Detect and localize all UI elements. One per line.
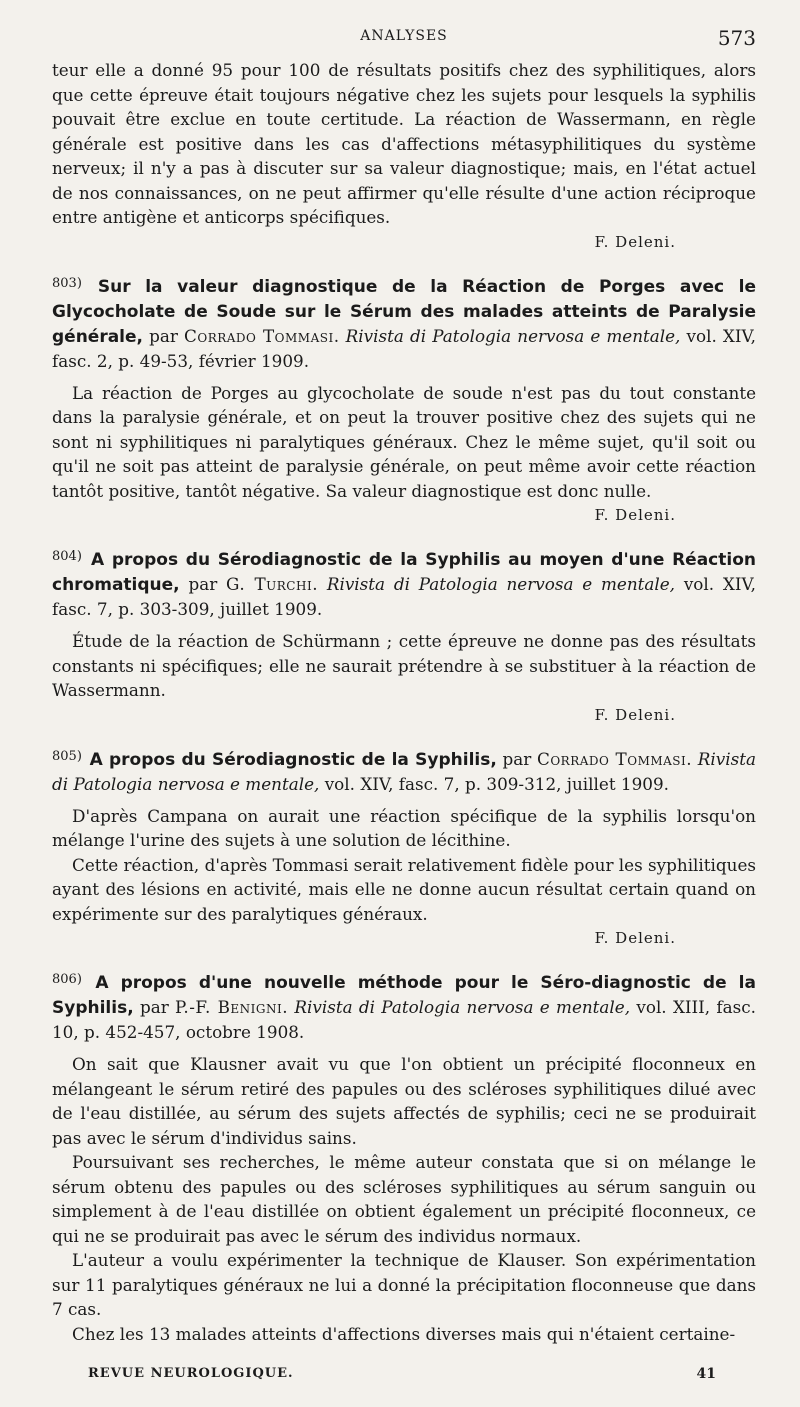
running-title: ANALYSES <box>360 28 448 44</box>
article-806 <box>52 968 756 1346</box>
page-number: 573 <box>717 26 756 50</box>
article-paragraph: D'après Campana on aurait une réaction spécifique de la syphilis lorsqu'on mélange l'urine des sujets à une solution de lécithine. <box>52 805 756 850</box>
article-title: Sur la valeur diagnostique de la Réaction de Porges avec le Glycocholate de Soude sur le Sérum des malades atteints de Paralysie générale, <box>52 276 756 347</box>
signature: F. Deleni. <box>594 705 676 724</box>
by-word: par <box>188 574 218 594</box>
article-title: A propos du Sérodiagnostic de la Syphilis, <box>89 749 497 770</box>
article-paragraph: La réaction de Porges au glycocholate de soude n'est pas du tout constante dans la paralysie générale, et on peut la trouver positive chez des sujets qui ne sont ni syphilitiques ni paralytiques généraux. Chez le même sujet, qu'il soit ou qu'il ne soit pas atteint de paralysie générale, on peut même avoir cette réaction tantôt positive, tantôt négative. Sa valeur diagnostique est donc nulle. <box>52 382 756 501</box>
article-number: 805) <box>52 748 82 764</box>
article-journal: Rivista di Patologia nervosa e mentale, <box>326 574 676 594</box>
page-header <box>52 28 756 52</box>
article-number: 804) <box>52 549 82 564</box>
article-title: A propos d'une nouvelle méthode pour le Séro-diagnostic de la Syphilis, <box>52 973 756 1018</box>
article-heading <box>52 272 756 373</box>
footer-journal: REVUE NEUROLOGIQUE. <box>88 1366 294 1381</box>
article-number: 803) <box>52 275 82 291</box>
article-paragraph: Poursuivant ses recherches, le même auteur constata que si on mélange le sérum obtenu des papules ou des scléroses syphilitiques au sérum sanguin ou simplement à de l'eau distillée on obtient également un précipité floconneux, ce qui ne se produirait pas avec le sérum des individus normaux. <box>52 1152 756 1246</box>
article-author: Corrado Tommasi. <box>184 325 340 346</box>
article-author: G. Turchi. <box>226 574 319 594</box>
article-heading <box>52 545 756 621</box>
article-paragraph: On sait que Klausner avait vu que l'on obtient un précipité floconneux en mélangeant le sérum retiré des papules ou des scléroses syphilitiques dilué avec de l'eau distillée, au sérum des sujets affectés de syphilis; ceci ne se produirait pas avec le sérum d'individus sains. <box>52 1054 756 1148</box>
article-journal: Rivista di Patologia nervosa e mentale, <box>345 325 681 346</box>
article-ref: vol. XIV, fasc. 2, p. 49-53, février 1909. <box>52 325 756 371</box>
article-ref: vol. XIII, fasc. 10, p. 452-457, octobre 1908. <box>52 997 756 1042</box>
article-journal: Rivista di Patologia nervosa e mentale, <box>52 748 757 794</box>
article-number: 806) <box>52 972 82 987</box>
article-title: A propos du Sérodiagnostic de la Syphilis au moyen d'une Réaction chromatique, <box>52 550 756 595</box>
article-805 <box>52 745 756 951</box>
by-word: par <box>139 997 169 1017</box>
article-paragraph: L'auteur a voulu expérimenter la technique de Klauser. Son expérimentation sur 11 paralytiques généraux ne lui a donné la précipitation floconneuse que dans 7 cas. <box>52 1250 756 1319</box>
article-803 <box>52 272 756 528</box>
article-author: Corrado Tommasi. <box>536 748 693 769</box>
intro-paragraph: teur elle a donné 95 pour 100 de résultats positifs chez des syphilitiques, alors que cette épreuve était toujours négative chez les sujets pour lesquels la syphilis pouvait être exclue en toute certitude. La réaction de Wassermann, en règle générale est positive dans les cas d'affections métasyphilitiques du système nerveux; il n'y a pas à discuter sur sa valeur diagnostique; mais, en l'état actuel de nos connaissances, on ne peut affirmer qu'elle résulte d'une action réciproque entre antigène et anticorps spécifiques. <box>52 60 756 227</box>
by-word: par <box>149 325 178 346</box>
page-footer <box>88 1366 716 1386</box>
article-author: P.-F. Benigni. <box>175 997 289 1017</box>
article-804 <box>52 545 756 727</box>
article-journal: Rivista di Patologia nervosa e mentale, <box>294 997 631 1017</box>
signature: F. Deleni. <box>594 232 676 251</box>
article-ref: vol. XIV, fasc. 7, p. 303-309, juillet 1909. <box>52 574 756 619</box>
article-paragraph: Chez les 13 malades atteints d'affections diverses mais qui n'étaient certaine- <box>72 1323 736 1344</box>
article-paragraph: Étude de la réaction de Schürmann ; cette épreuve ne donne pas des résultats constants ni spécifiques; elle ne saurait prétendre à se substituer à la réaction de Wassermann. <box>52 631 756 700</box>
sheet-number: 41 <box>696 1366 716 1382</box>
article-heading <box>52 968 756 1044</box>
page-body <box>52 58 756 1346</box>
article-heading <box>52 745 756 796</box>
signature: F. Deleni. <box>594 506 676 524</box>
article-paragraph: Cette réaction, d'après Tommasi serait relativement fidèle pour les syphilitiques ayant des lésions en activité, mais elle ne donne aucun résultat certain quand on expérimente sur des paralytiques généraux. <box>52 854 756 924</box>
article-ref: vol. XIV, fasc. 7, p. 309-312, juillet 1909. <box>324 773 669 794</box>
signature: F. Deleni. <box>594 929 676 947</box>
by-word: par <box>502 748 532 769</box>
